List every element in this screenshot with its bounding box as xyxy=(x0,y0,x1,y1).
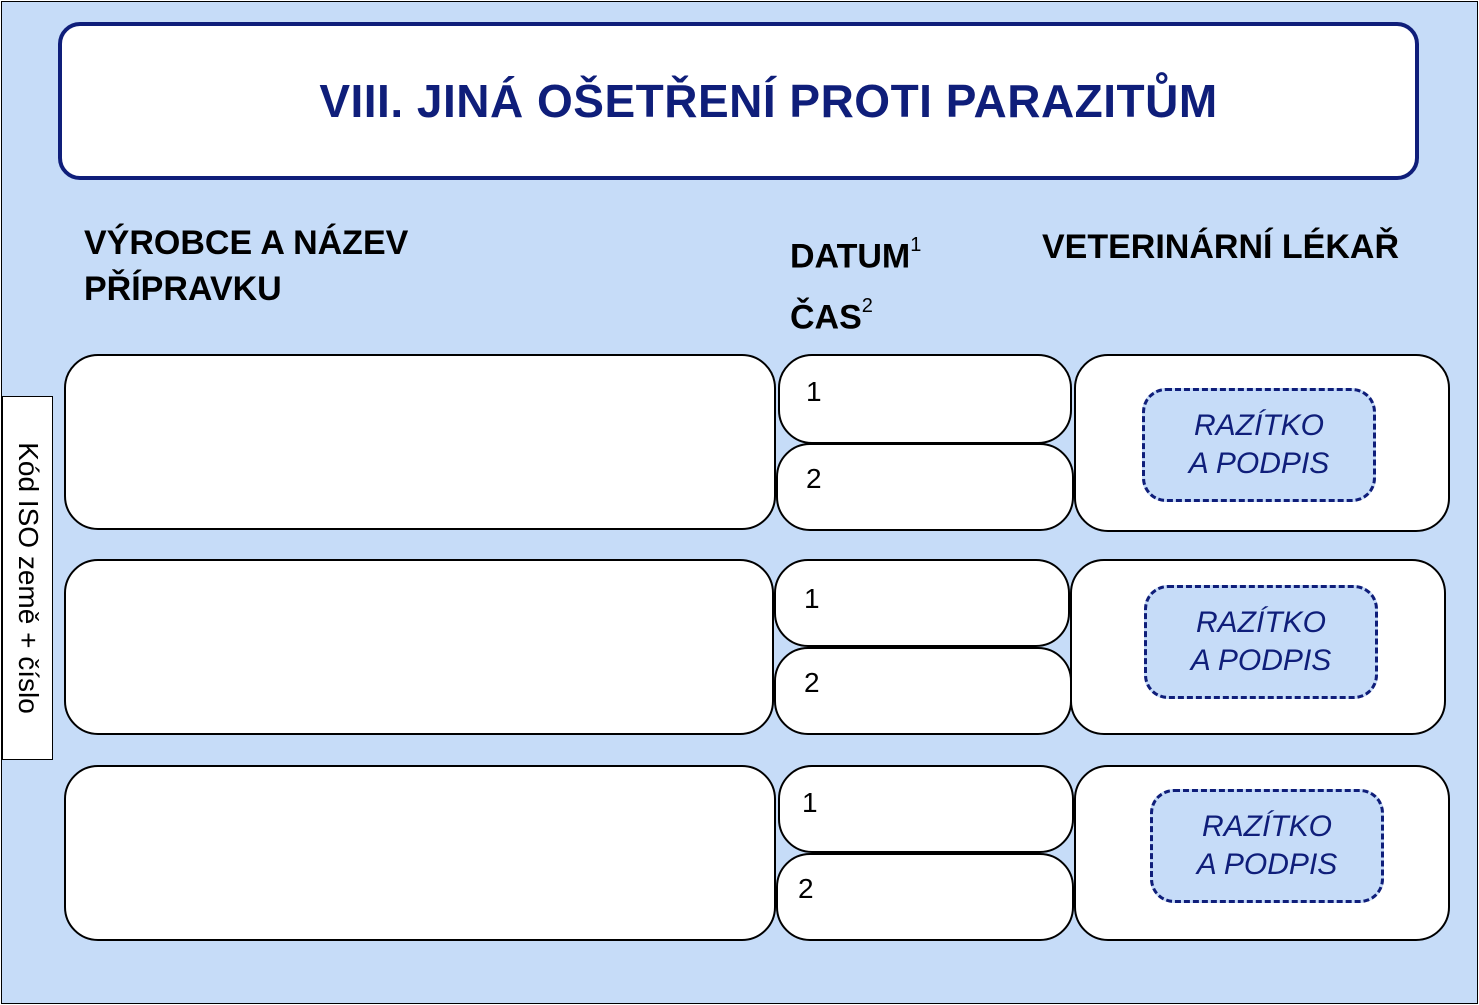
date-slot-label-3: 1 xyxy=(802,787,818,818)
date-footnote-mark: 1 xyxy=(910,234,922,256)
time-field-3[interactable] xyxy=(776,853,1074,941)
stamp-line2: A PODPIS xyxy=(1190,644,1332,677)
stamp-line1: RAZÍTKO xyxy=(1193,409,1324,442)
product-header-line1: VÝROBCE A NÁZEV xyxy=(84,224,409,262)
stamp-signature-placeholder-1 xyxy=(1142,388,1376,502)
date-header: DATUM xyxy=(790,237,911,276)
date-field-1[interactable] xyxy=(778,354,1072,444)
time-slot-label-3: 2 xyxy=(798,873,814,904)
time-field-1[interactable] xyxy=(776,443,1074,531)
stamp-signature-placeholder-3 xyxy=(1150,789,1384,903)
product-field-2[interactable] xyxy=(64,559,774,735)
stamp-line2: A PODPIS xyxy=(1196,848,1338,881)
time-field-2[interactable] xyxy=(774,647,1072,735)
iso-code-label-text: Kód ISO země + číslo xyxy=(12,442,44,714)
date-field-2[interactable] xyxy=(774,559,1070,647)
time-footnote-mark: 2 xyxy=(861,295,873,318)
time-slot-label-2: 2 xyxy=(804,667,820,698)
date-time-header xyxy=(790,222,921,345)
section-title: VIII. JINÁ OŠETŘENÍ PROTI PARAZITŮM xyxy=(319,75,1218,127)
vet-field-1[interactable] xyxy=(1074,354,1450,532)
stamp-line2: A PODPIS xyxy=(1188,447,1330,480)
iso-code-side-label xyxy=(2,396,53,760)
stamp-signature-placeholder-2 xyxy=(1144,585,1378,699)
time-header: ČAS xyxy=(790,298,862,337)
section-title-box xyxy=(58,22,1419,180)
vet-field-3[interactable] xyxy=(1074,765,1450,941)
stamp-line1: RAZÍTKO xyxy=(1201,810,1332,843)
date-slot-label-1: 1 xyxy=(806,376,822,407)
form-page xyxy=(1,1,1478,1004)
date-slot-label-2: 1 xyxy=(804,583,820,614)
product-header xyxy=(84,220,408,312)
product-field-1[interactable] xyxy=(64,354,776,530)
vet-header: VETERINÁRNÍ LÉKAŘ xyxy=(1042,228,1400,266)
stamp-line1: RAZÍTKO xyxy=(1195,606,1326,639)
product-header-line2: PŘÍPRAVKU xyxy=(84,270,282,308)
time-slot-label-1: 2 xyxy=(806,463,822,494)
vet-field-2[interactable] xyxy=(1070,559,1446,735)
date-field-3[interactable] xyxy=(778,765,1074,853)
product-field-3[interactable] xyxy=(64,765,776,941)
